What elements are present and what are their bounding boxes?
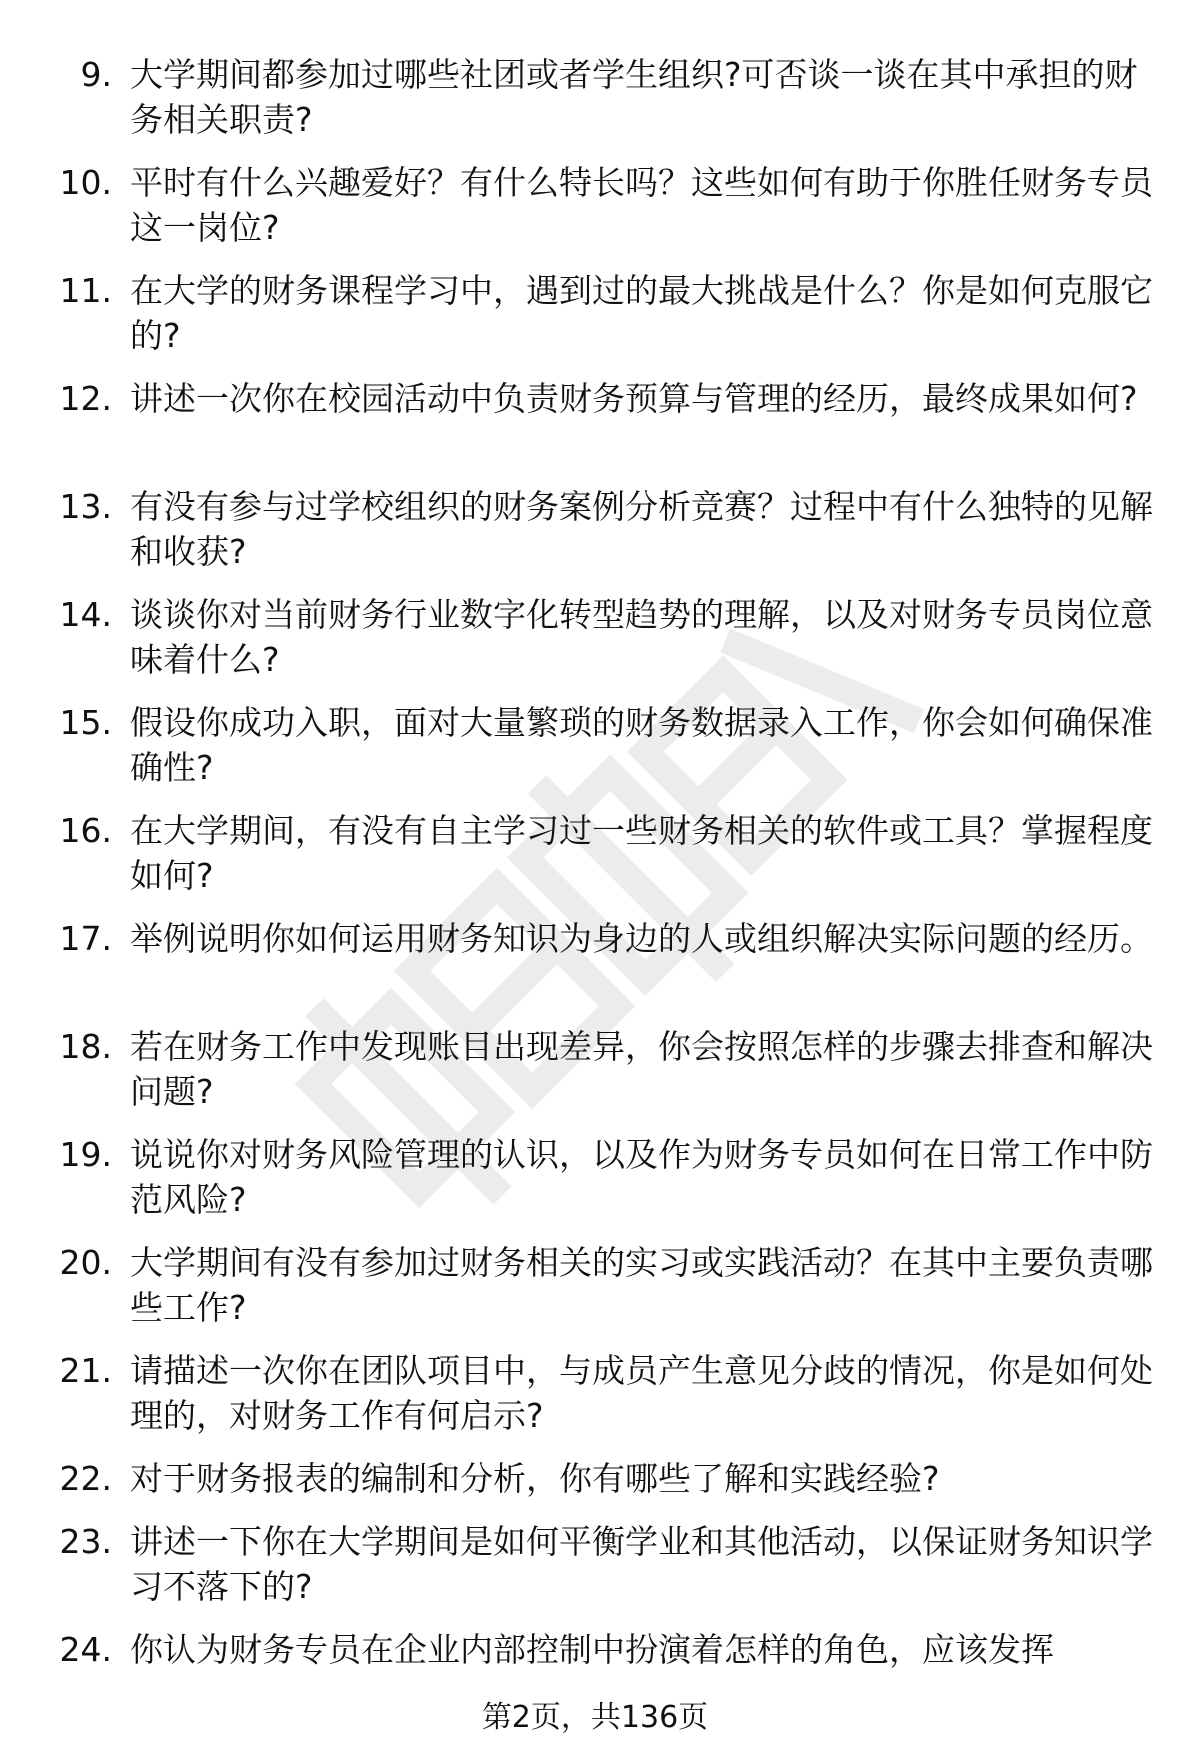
question-number: 20. xyxy=(59,1243,112,1282)
question-text: 你认为财务专员在企业内部控制中扮演着怎样的角色，应该发挥 xyxy=(130,1630,1054,1669)
question-item xyxy=(0,1456,1190,1519)
question-item xyxy=(0,268,1190,376)
question-number: 10. xyxy=(59,163,112,202)
question-item xyxy=(0,52,1190,160)
question-number: 18. xyxy=(59,1027,112,1066)
question-text: 讲述一次你在校园活动中负责财务预算与管理的经历，最终成果如何? xyxy=(130,379,1138,418)
question-number: 16. xyxy=(59,811,112,850)
question-number: 12. xyxy=(59,379,112,418)
question-number: 17. xyxy=(59,919,112,958)
question-text: 举例说明你如何运用财务知识为身边的人或组织解决实际问题的经历。 xyxy=(130,919,1153,958)
question-text: 谈谈你对当前财务行业数字化转型趋势的理解，以及对财务专员岗位意味着什么? xyxy=(130,595,1153,679)
question-number: 22. xyxy=(59,1459,112,1498)
question-text: 在大学期间，有没有自主学习过一些财务相关的软件或工具？掌握程度如何? xyxy=(130,811,1153,895)
question-item xyxy=(0,808,1190,916)
question-number: 24. xyxy=(59,1630,112,1669)
question-number: 21. xyxy=(59,1351,112,1390)
question-text: 大学期间有没有参加过财务相关的实习或实践活动？在其中主要负责哪些工作? xyxy=(130,1243,1153,1327)
question-text: 若在财务工作中发现账目出现差异，你会按照怎样的步骤去排查和解决问题? xyxy=(130,1027,1153,1111)
question-list xyxy=(0,52,1190,1690)
question-text: 讲述一下你在大学期间是如何平衡学业和其他活动，以保证财务知识学习不落下的? xyxy=(130,1522,1153,1606)
question-number: 23. xyxy=(59,1522,112,1561)
question-item xyxy=(0,1240,1190,1348)
question-number: 15. xyxy=(59,703,112,742)
question-text: 对于财务报表的编制和分析，你有哪些了解和实践经验? xyxy=(130,1459,940,1498)
question-item xyxy=(0,1627,1190,1690)
question-number: 13. xyxy=(59,487,112,526)
question-text: 请描述一次你在团队项目中，与成员产生意见分歧的情况，你是如何处理的，对财务工作有何启示? xyxy=(130,1351,1153,1435)
page-footer xyxy=(0,1698,1190,1738)
question-number: 19. xyxy=(59,1135,112,1174)
question-number: 9. xyxy=(80,55,112,94)
question-item xyxy=(0,1024,1190,1132)
question-item xyxy=(0,700,1190,808)
question-item xyxy=(0,1132,1190,1240)
question-number: 14. xyxy=(59,595,112,634)
question-item xyxy=(0,160,1190,268)
question-text: 大学期间都参加过哪些社团或者学生组织?可否谈一谈在其中承担的财务相关职责? xyxy=(130,55,1138,139)
question-text: 说说你对财务风险管理的认识，以及作为财务专员如何在日常工作中防范风险? xyxy=(130,1135,1153,1219)
question-text: 在大学的财务课程学习中，遇到过的最大挑战是什么？你是如何克服它的? xyxy=(130,271,1153,355)
question-item xyxy=(0,916,1190,1024)
question-number: 11. xyxy=(59,271,112,310)
question-item xyxy=(0,592,1190,700)
page-number-label: 第2页，共136页 xyxy=(481,1700,709,1735)
question-item xyxy=(0,376,1190,484)
question-item xyxy=(0,484,1190,592)
question-item xyxy=(0,1348,1190,1456)
question-text: 平时有什么兴趣爱好？有什么特长吗？这些如何有助于你胜任财务专员这一岗位? xyxy=(130,163,1153,247)
question-text: 假设你成功入职，面对大量繁琐的财务数据录入工作，你会如何确保准确性? xyxy=(130,703,1153,787)
question-text: 有没有参与过学校组织的财务案例分析竞赛？过程中有什么独特的见解和收获? xyxy=(130,487,1153,571)
question-item xyxy=(0,1519,1190,1627)
